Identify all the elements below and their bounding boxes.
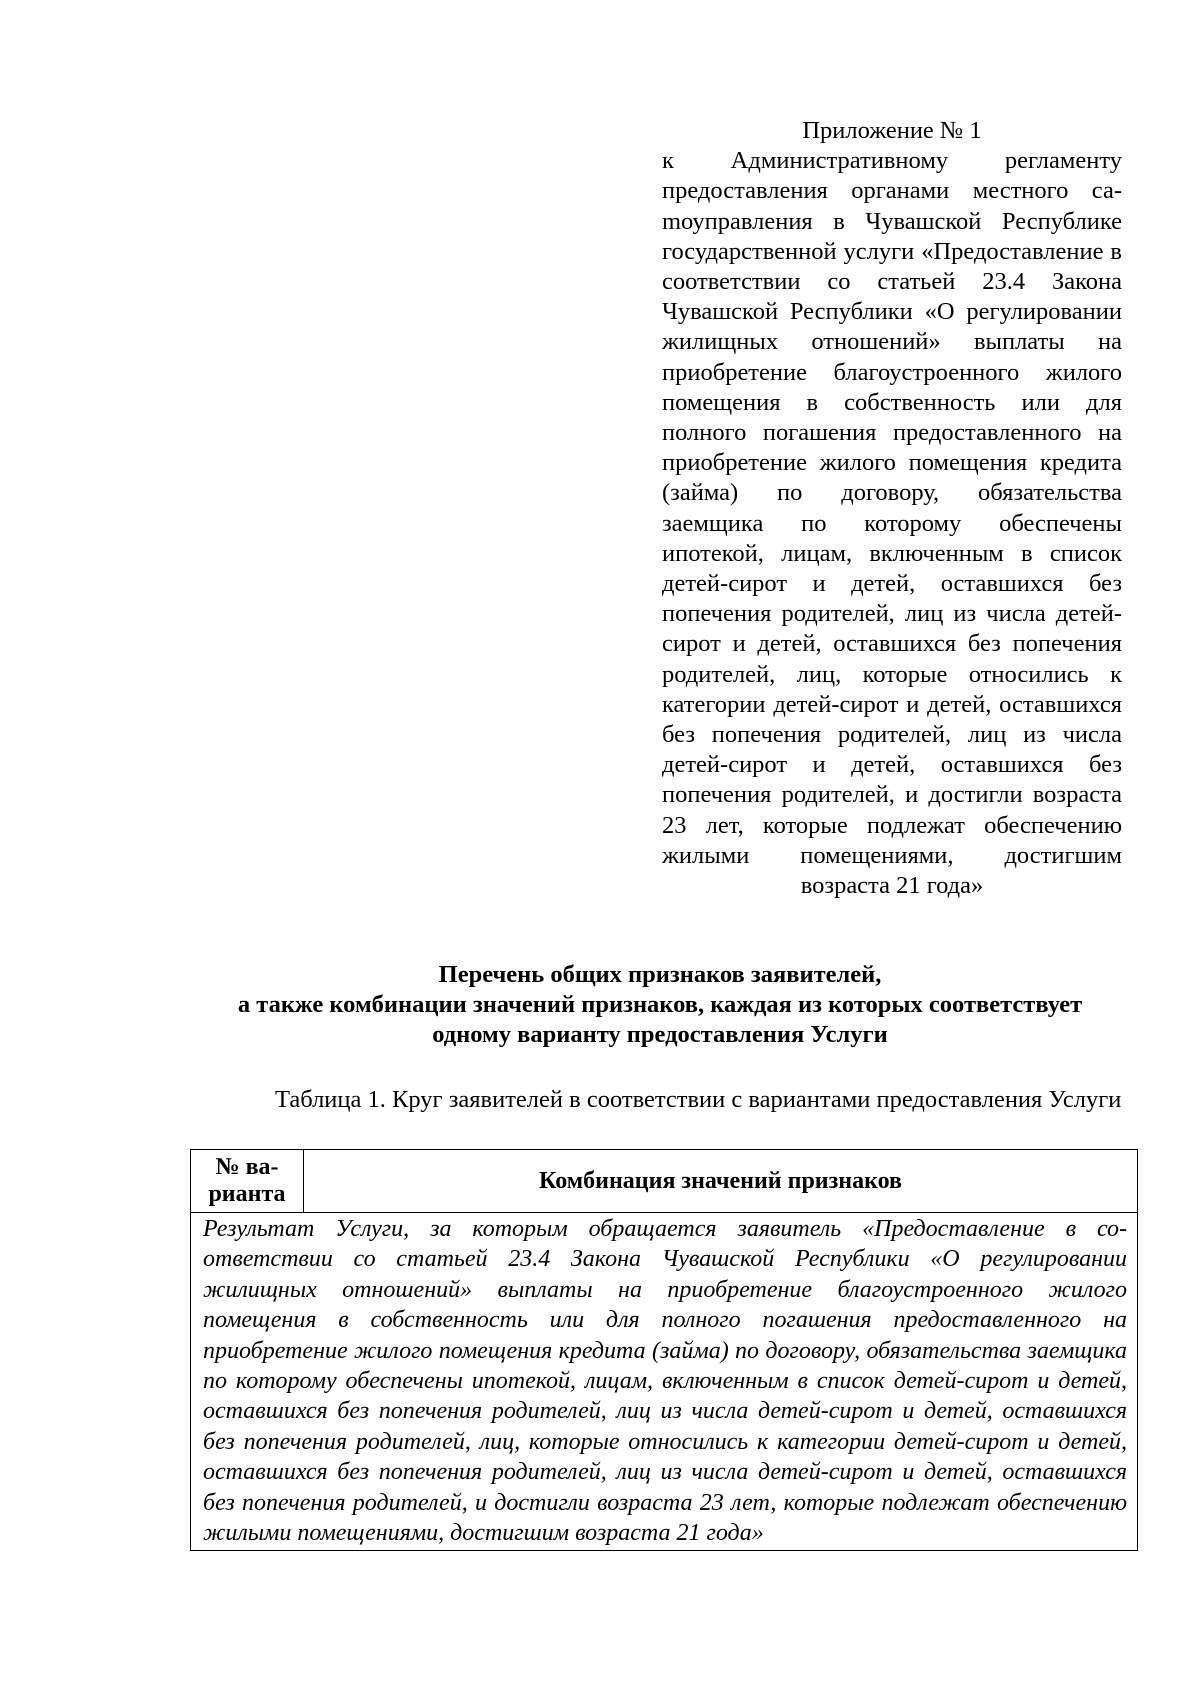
annex-body: к Административному регламенту предоставления органами местного саmоуправления в Чувашской Республике государственной услуги «Предоставление в соответствии со статьей 23.4 Закона Чувашской Республики «О регулировании жилищных отношений» выплаты на приобретение благоустроенного жилого помещения в собственность или для полного погашения предоставленного на приобретение жилого помещения кредита (займа) по договору, обязательства заемщика по которому обеспечены ипотекой, лицам, включенным в список детей-сирот и детей, оставшихся без попечения родителей, лиц из числа детей-сирот и детей, оставшихся без попечения родителей, лиц, которые относились к категории детей-сирот и детей, оставшихся без попечения родителей, лиц из числа детей-сирот и детей, оставшихся без попечения родителей, и достигли возраста 23 лет, которые подлежат обеспечению жилыми помещениями, достигшим возраста 21 года» — [662, 147, 1122, 900]
table-row — [191, 1213, 1138, 1551]
table-caption: Таблица 1. Круг заявителей в соответствии с вариантами предоставления Услуги — [275, 1086, 1122, 1113]
heading-line-1: Перечень общих признаков заявителей, — [438, 961, 882, 988]
variants-table — [190, 1149, 1138, 1551]
annex-header — [662, 116, 1122, 901]
table-header-row — [191, 1150, 1138, 1213]
header-combination: Комбинация значений признаков — [304, 1150, 1138, 1213]
service-result-cell: Результат Услуги, за которым обращается заявитель «Предоставление в соответствии со статьей 23.4 Закона Чувашской Республики «О регулировании жилищных отношений» выплаты на приобретение благоустроенного жилого помещения в собственность или для полного погашения предоставленного на приобретение жилого помещения кредита (займа) по договору, обязательства заемщика по которому обеспечены ипотекой, лицам, включенным в список детей-сирот и детей, оставшихся без попечения родителей, лиц из числа детей-сирот и детей, оставшихся без попечения родителей, лиц, которые относились к категории детей-сирот и детей, оставшихся без попечения родителей, лиц из числа детей-сирот и детей, оставшихся без попечения родителей, и достигли возраста 23 лет, которые подлежат обеспечению жилыми помещениями, достигшим возраста 21 года» — [191, 1213, 1138, 1551]
header-variant-number: № варианта — [191, 1150, 304, 1213]
annex-title: Приложение № 1 — [802, 117, 982, 144]
heading-line-3: одному варианту предоставления Услуги — [432, 1021, 888, 1048]
heading-line-2: а также комбинации значений признаков, каждая из которых соответствует — [237, 991, 1083, 1018]
document-heading — [190, 960, 1130, 1050]
